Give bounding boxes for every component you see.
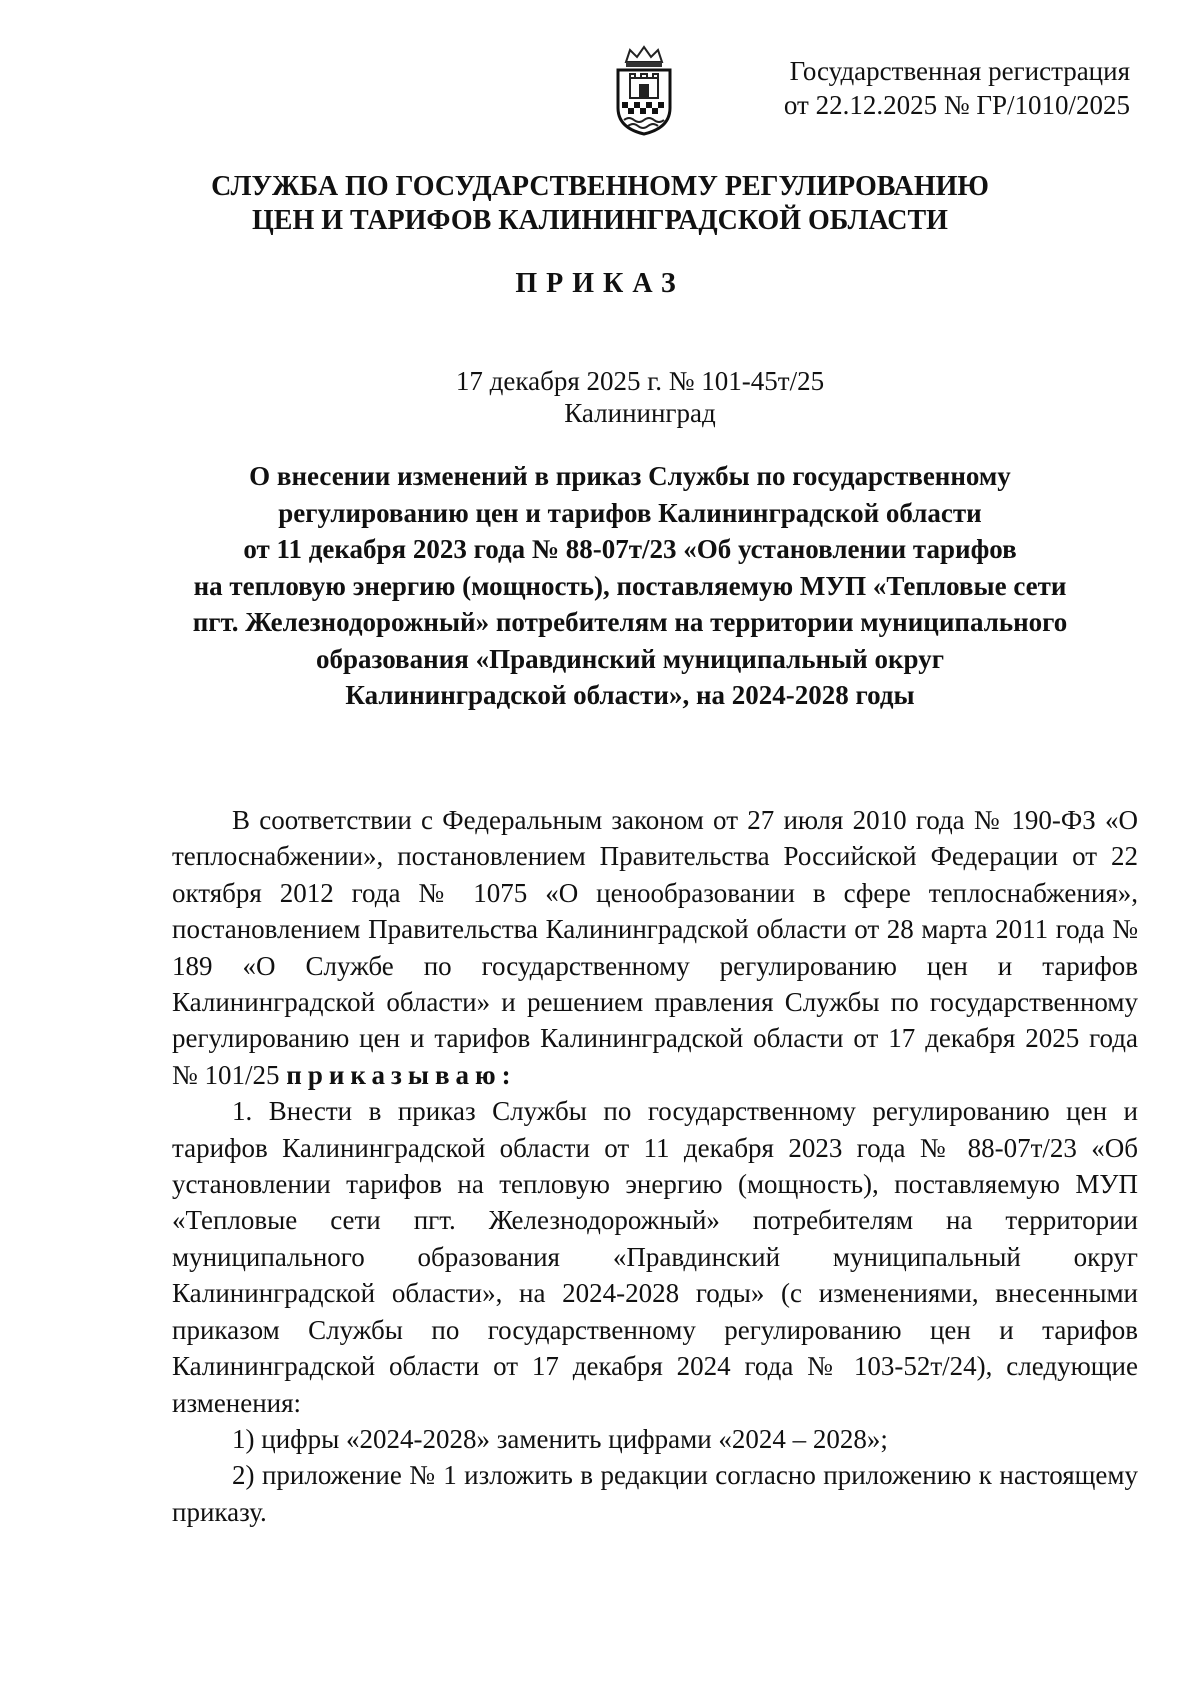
kaliningrad-coat-of-arms-icon xyxy=(612,44,676,136)
title-line: образования «Правдинский муниципальный округ xyxy=(316,643,944,674)
title-line: регулированию цен и тарифов Калининградской области xyxy=(278,497,982,528)
document-date-number xyxy=(0,365,1200,429)
title-line: пгт. Железнодорожный» потребителям на территории муниципального xyxy=(192,607,1068,637)
agency-name-line-2: ЦЕН И ТАРИФОВ КАЛИНИНГРАДСКОЙ ОБЛАСТИ xyxy=(252,205,948,236)
registration-line-2: от 22.12.2025 № ГР/1010/2025 xyxy=(783,90,1130,120)
preamble-text: В соответствии с Федеральным законом от 27 июля 2010 года № 190-ФЗ «О теплоснабжении», постановлением Правительства Российской Федерации от 22 октября 2012 года № 1075 «О ценообразовании в сфере теплоснабжения», постановлением Правительства Калининградской области от 28 марта 2011 года № 189 «О Службе по государственному регулированию цен и тарифов Калининградской области» и решением правления Службы по государственному регулированию цен и тарифов Калининградской области от 17 декабря 2025 года № 101/25 xyxy=(172,805,1138,1090)
title-line: О внесении изменений в приказ Службы по государственному xyxy=(249,461,1011,491)
document-body xyxy=(172,802,1138,1530)
city: Калининград xyxy=(564,398,716,428)
title-line: Калининградской области», на 2024-2028 годы xyxy=(345,680,915,710)
order-word: приказываю: xyxy=(286,1059,517,1090)
date-and-number: 17 декабря 2025 г. № 101-45т/25 xyxy=(455,366,825,396)
registration-line-1: Государственная регистрация xyxy=(789,56,1130,86)
document-title xyxy=(150,458,1110,714)
registration-stamp xyxy=(784,54,1130,122)
agency-name xyxy=(0,170,1200,238)
agency-name-line-1: СЛУЖБА ПО ГОСУДАРСТВЕННОМУ РЕГУЛИРОВАНИЮ xyxy=(211,171,989,202)
preamble-paragraph xyxy=(172,802,1138,1093)
subitem-1-paragraph: 1) цифры «2024-2028» заменить цифрами «2024 – 2028»; xyxy=(232,1423,888,1454)
title-line: на тепловую энергию (мощность), поставляемую МУП «Тепловые сети xyxy=(193,570,1067,601)
subitem-2-paragraph: 2) приложение № 1 изложить в редакции согласно приложению к настоящему приказу. xyxy=(172,1460,1138,1527)
document-type: ПРИКАЗ xyxy=(515,268,685,299)
item-1-paragraph: 1. Внести в приказ Службы по государственному регулированию цен и тарифов Калининградской области от 11 декабря 2023 года № 88-07т/23 «Об установлении тарифов на тепловую энергию (мощность), поставляемую МУП «Тепловые сети пгт. Железнодорожный» потребителям на территории муниципального образования «Правдинский муниципальный округ Калининградской области», на 2024-2028 годы» (с изменениями, внесенными приказом Службы по государственному регулированию цен и тарифов Калининградской области от 17 декабря 2024 года № 103-52т/24), следующие изменения: xyxy=(172,1096,1138,1418)
title-line: от 11 декабря 2023 года № 88-07т/23 «Об установлении тарифов xyxy=(243,534,1017,564)
